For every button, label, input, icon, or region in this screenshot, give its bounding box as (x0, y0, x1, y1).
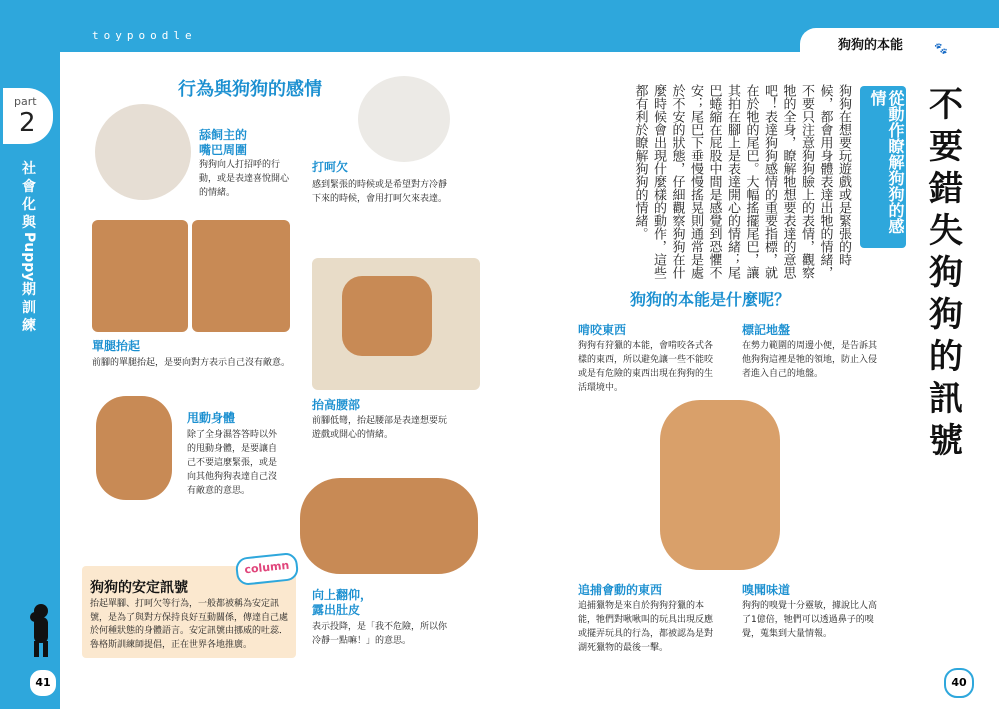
instinct-section-title: 狗狗的本能是什麼呢？ (630, 290, 791, 309)
item-text-play-bow: 前腳低彎，抬起腰部是表達想要玩 遊戲或開心的情緒。 (312, 416, 448, 440)
item-title-belly: 向上翻仰， 露出肚皮 (312, 588, 373, 617)
chapter-cjk: 社 會 化 與 (22, 161, 36, 231)
item-text-paw-lift: 前腳的單腿抬起，是要向對方表示自己沒有敵意。 (92, 358, 291, 368)
paw-icon: 🐾 (934, 42, 948, 55)
left-section-title: 行為與狗狗的感情 (178, 79, 322, 100)
item-text-belly: 表示投降，是「我不危險，所以你 冷靜一點嘛！」的意思。 (312, 622, 448, 646)
item-title-play-bow: 抬高腰部 (312, 398, 361, 412)
subhead: 從動作瞭解狗狗的感情 (868, 90, 905, 234)
item-title-shake: 甩動身體 (187, 411, 236, 425)
instinct-text-chew: 狗狗有狩獵的本能，會啃咬各式各 樣的東西，所以避免讓一些不能咬 或是有危險的東西出現在狗狗的生 活環境中。 (578, 341, 714, 393)
instinct-title-chew: 啃咬東西 (578, 323, 627, 337)
standing-poodle-photo (660, 400, 780, 570)
intro-body-text: 狗狗在想要玩遊戲或是緊張的時候，都會用身體表達出牠的情緒，不要只注意狗狗臉上的表情，觀察牠的全身，瞭解牠想要表達的意思吧！表達狗狗感情的重要指標，就在於牠的尾巴。大幅搖擺尾巴，讓其拍在腳上是表達開心的情緒；尾巴蜷縮在屁股中間是感覺到恐懼不安；尾巴下垂慢慢搖晃則通常是處於不安的狀態，仔細觀察狗狗在什麼時候會出現什麼樣的動作，這些都有利於瞭解狗狗的情緒。 (632, 84, 851, 279)
instinct-title-sniff: 嗅聞味道 (742, 583, 791, 597)
chapter-title (18, 160, 40, 335)
shaking-dog-photo (96, 396, 172, 500)
chapter-tail: 期 訓 練 (22, 282, 36, 335)
main-title: 不 要 錯 失 狗 狗 的 訊 號 (929, 85, 963, 461)
part-label: part (14, 95, 37, 108)
yawning-dog-photo (358, 76, 450, 162)
paw-lift-photo-1 (92, 220, 188, 332)
instinct-title-chase: 追捕會動的東西 (578, 583, 663, 597)
belly-up-dog-photo (300, 478, 478, 574)
instinct-text-sniff: 狗狗的嗅覺十分靈敏，據說比人高 了1億倍，牠們可以透過鼻子的嗅 覺，蒐集到大量情報。 (742, 601, 878, 639)
page-number-right: 40 (944, 668, 974, 698)
item-text-yawn: 感到緊張的時候或是希望對方冷靜 下來的時候，會用打呵欠來表達。 (312, 180, 448, 204)
poodle-silhouette-icon (26, 603, 56, 659)
item-title-yawn: 打呵欠 (312, 160, 349, 174)
play-bow-photo (312, 258, 480, 390)
instinct-text-chase: 追捕獵物是來自於狗狗狩獵的本 能，牠們對啾啾叫的玩具出現反應 或擺弄玩具的行為，都被認為是對 湖死獵物的最後一擊。 (578, 601, 714, 653)
item-text-lick: 狗狗向人打招呼的行 動，或是表達喜悅開心 的情緒。 (199, 160, 290, 198)
item-text-shake: 除了全身濕答答時以外 的甩動身體，是要讓自 己不要這麼緊張，或是 向其他狗狗表達自己沒 有敵意的意思。 (187, 430, 278, 496)
tab-title: 狗狗的本能 (838, 38, 904, 53)
column-text: 抬起單腳、打呵欠等行為，一般都被稱為安定訊 號，是為了與對方保持良好互動關係，傳達自己處 於何種狀態的身體語言。安定訊號由挪威的吐蕊． 魯格斯訓練師提倡，正在世界各地推廣。 (90, 599, 289, 650)
chapter-latin: Puppy (21, 232, 37, 282)
page-number-left: 41 (28, 668, 58, 698)
column-tag: column (235, 552, 300, 586)
item-title-paw-lift: 單腿抬起 (92, 339, 141, 353)
brand-label: toypoodle (92, 29, 197, 42)
column-title: 狗狗的安定訊號 (90, 580, 188, 596)
play-bow-dog (342, 276, 432, 356)
instinct-title-mark: 標記地盤 (742, 323, 791, 337)
paw-lift-photo-2 (192, 220, 290, 332)
part-number: 2 (19, 108, 36, 138)
item-title-lick: 舔飼主的 嘴巴周圍 (199, 128, 248, 157)
instinct-text-mark: 在勢力範圍的周邊小便，是告訴其 他狗狗這裡是牠的領地，防止入侵 者進入自己的地盤。 (742, 341, 878, 379)
owner-licking-photo (95, 104, 191, 200)
